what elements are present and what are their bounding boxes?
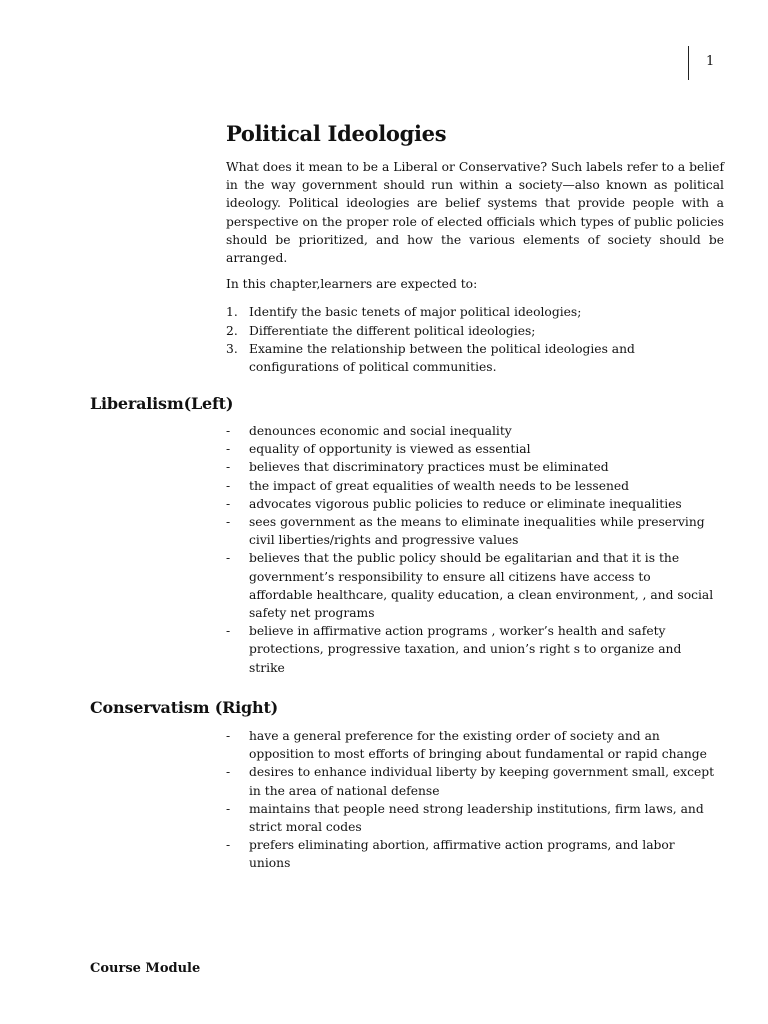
bullet-dash: - [226, 460, 231, 475]
bullet-dash: - [226, 765, 231, 780]
objective-number: 3. [226, 341, 238, 356]
liberalism-heading: Liberalism(Left) [90, 394, 234, 413]
list-item [226, 836, 716, 872]
objectives-list [226, 303, 724, 376]
list-item-text: advocates vigorous public policies to reduce or eliminate inequalities [249, 496, 682, 511]
bullet-dash: - [226, 729, 231, 743]
list-item [226, 495, 716, 513]
list-item-text: prefers eliminating abortion, affirmative action programs, and labor unions [249, 838, 675, 871]
intro-section [226, 120, 724, 376]
list-item-text: denounces economic and social inequality [249, 424, 512, 438]
objective-number: 2. [226, 323, 238, 338]
list-item-text: the impact of great equalities of wealth needs to be lessened [249, 478, 630, 493]
conservatism-list [226, 727, 716, 873]
list-item [226, 763, 716, 799]
list-item-text: believes that discriminatory practices must be eliminated [249, 460, 609, 475]
bullet-dash: - [226, 515, 231, 530]
footer-course-module: Course Module [90, 961, 201, 976]
list-item [226, 622, 716, 677]
list-item [226, 549, 716, 622]
list-item-text: equality of opportunity is viewed as essential [249, 442, 531, 457]
bullet-dash: - [226, 442, 231, 457]
objective-number: 1. [226, 305, 238, 320]
objectives-lead: In this chapter,learners are expected to: [226, 277, 478, 292]
page-number-rule [688, 46, 689, 80]
list-item-text: believes that the public policy should be egalitarian and that it is the government’s responsibility to ensure all citizens have access to affordable healthcare, quality education, a clean environment, , and social safety net programs [249, 551, 714, 621]
objective-text: Differentiate the different political ideologies; [249, 323, 536, 338]
page-title: Political Ideologies [226, 121, 447, 146]
objective-text: Identify the basic tenets of major political ideologies; [249, 305, 582, 320]
intro-paragraph: What does it mean to be a Liberal or Conservative? Such labels refer to a belief in the way government should run within a society—also known as political ideology. Political ideologies are belief systems that provide people with a perspective on the proper role of elected officials which types of public policies should be prioritized, and how the various elements of society should be arranged. [226, 160, 724, 266]
list-item-text: maintains that people need strong leadership institutions, firm laws, and strict moral codes [249, 801, 704, 835]
list-item [226, 800, 716, 836]
liberalism-list [226, 422, 716, 677]
bullet-dash: - [226, 801, 231, 816]
liberalism-section [90, 393, 730, 675]
bullet-dash: - [226, 496, 231, 511]
bullet-dash: - [226, 424, 231, 438]
objective-item [226, 340, 724, 376]
bullet-dash: - [226, 551, 231, 566]
list-item [226, 458, 716, 476]
list-item [226, 422, 716, 440]
list-item-text: desires to enhance individual liberty by keeping government small, except in the area of national defense [249, 765, 715, 798]
bullet-dash: - [226, 478, 231, 493]
objective-item [226, 303, 724, 321]
bullet-dash: - [226, 838, 231, 853]
list-item-text: believe in affirmative action programs , worker’s health and safety protections, progressive taxation, and union’s right s to organize and strike [249, 624, 682, 675]
conservatism-section [90, 697, 730, 871]
conservatism-heading: Conservatism (Right) [90, 698, 279, 717]
objective-text: Examine the relationship between the political ideologies and configurations of political communities. [249, 341, 635, 375]
bullet-dash: - [226, 624, 231, 639]
list-item [226, 513, 716, 549]
list-item-text: have a general preference for the existing order of society and an opposition to most efforts of bringing about fundamental or rapid change [249, 729, 707, 762]
list-item [226, 477, 716, 495]
list-item-text: sees government as the means to eliminate inequalities while preserving civil liberties/rights and progressive values [249, 515, 705, 548]
objective-item [226, 322, 724, 340]
list-item [226, 727, 716, 763]
list-item [226, 440, 716, 458]
page-number: 1 [706, 54, 715, 69]
